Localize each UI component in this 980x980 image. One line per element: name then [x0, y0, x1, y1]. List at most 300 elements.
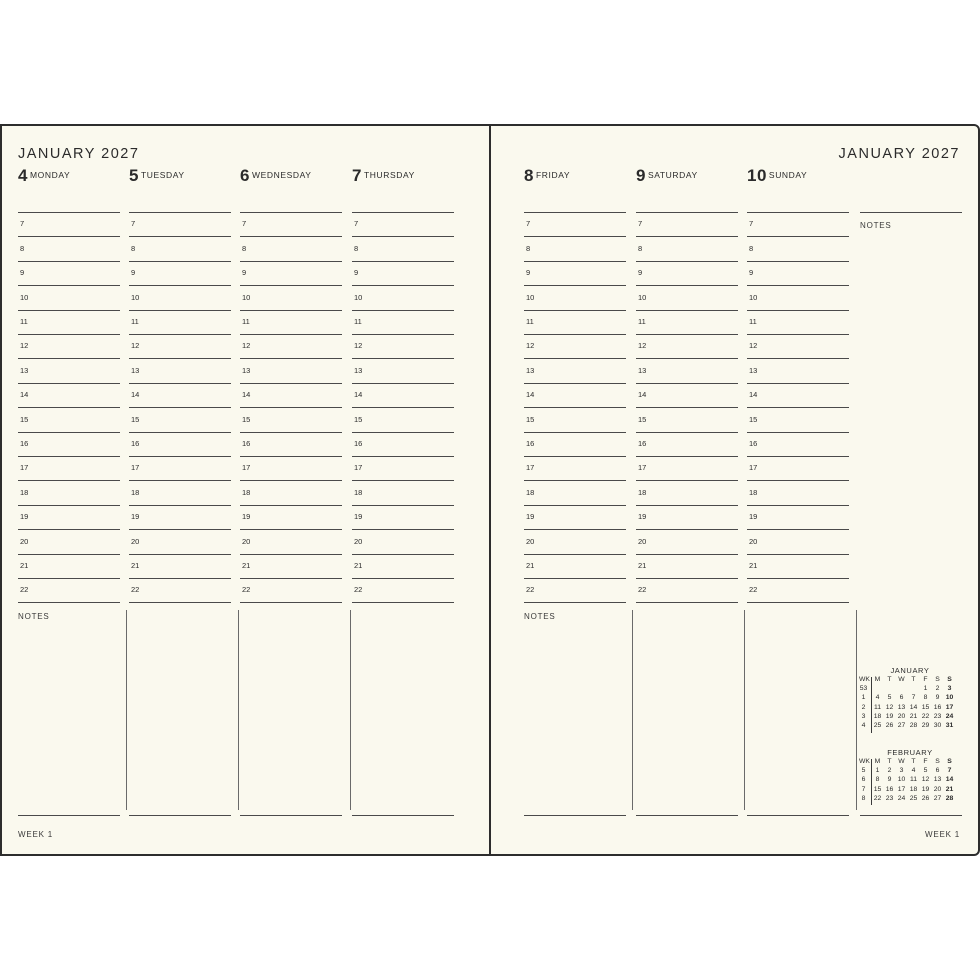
mini-calendar-day: 28	[945, 794, 954, 802]
hour-slot[interactable]	[18, 236, 120, 237]
mini-calendar-day: 4	[911, 767, 916, 774]
hour-label: 19	[131, 512, 140, 522]
mini-calendar-day: 14	[909, 703, 918, 711]
hour-label: 18	[749, 487, 758, 497]
hour-label: 15	[131, 414, 140, 424]
day-top-rule	[129, 212, 231, 213]
mini-calendar-day: 6	[899, 694, 904, 702]
hour-label: 18	[131, 487, 140, 497]
hour-label: 12	[20, 341, 29, 351]
hour-label: 7	[749, 219, 754, 229]
day-number: 7	[352, 166, 362, 185]
mini-calendar-day: 3	[947, 685, 952, 692]
day-bottom-rule	[747, 815, 849, 816]
hour-label: 19	[354, 512, 363, 522]
side-notes-bottom-rule	[860, 815, 962, 816]
hour-slot[interactable]	[129, 310, 231, 311]
hour-slot[interactable]	[747, 310, 849, 311]
hour-label: 7	[354, 219, 359, 229]
mini-calendar-header: S	[935, 758, 940, 765]
day-number: 4	[18, 166, 28, 185]
mini-calendar-header: M	[874, 758, 881, 765]
hour-label: 12	[749, 341, 758, 351]
hour-slot[interactable]	[747, 383, 849, 384]
hour-label: 14	[131, 390, 140, 400]
hour-label: 10	[638, 292, 647, 302]
hour-label: 10	[242, 292, 251, 302]
mini-calendar-day: 14	[945, 776, 954, 784]
hour-slot[interactable]	[240, 236, 342, 237]
mini-calendar-header: T	[911, 758, 916, 765]
week-number: 5	[861, 767, 866, 774]
hour-slot[interactable]	[352, 602, 454, 603]
hour-label: 16	[354, 439, 363, 448]
hour-slot[interactable]	[18, 285, 120, 286]
hour-slot[interactable]	[240, 383, 342, 384]
hour-slot[interactable]	[18, 261, 120, 262]
right-week-label: WEEK 1	[924, 830, 960, 839]
hour-slot[interactable]	[240, 432, 342, 433]
mini-calendar-header: T	[887, 676, 892, 683]
day-name: SATURDAY	[647, 170, 698, 180]
hour-slot[interactable]	[18, 358, 120, 359]
day-number: 5	[129, 166, 139, 185]
week-number: 1	[861, 694, 866, 702]
left-notes-label: NOTES	[18, 612, 50, 621]
hour-slot[interactable]	[524, 407, 626, 408]
hour-slot[interactable]	[636, 480, 738, 481]
hour-label: 13	[242, 365, 251, 375]
mini-calendar-day: 11	[873, 703, 882, 711]
hour-slot[interactable]	[240, 358, 342, 359]
hour-label: 9	[242, 268, 247, 278]
hour-slot[interactable]	[352, 505, 454, 506]
mini-calendar-day: 16	[885, 785, 894, 793]
hour-slot[interactable]	[636, 432, 738, 433]
mini-calendar-day: 8	[875, 776, 880, 784]
mini-calendar-day: 31	[945, 722, 954, 730]
hour-label: 13	[526, 365, 535, 375]
hour-slot[interactable]	[524, 432, 626, 433]
hour-label: 12	[638, 341, 647, 351]
hour-slot[interactable]	[636, 334, 738, 335]
hour-slot[interactable]	[18, 432, 120, 433]
hour-slot[interactable]	[352, 554, 454, 555]
day-number: 6	[240, 166, 250, 185]
hour-label: 19	[242, 512, 251, 522]
mini-calendar-header: F	[923, 758, 928, 765]
mini-calendar-header: WK	[859, 758, 870, 765]
hour-label: 21	[131, 561, 140, 570]
hour-slot[interactable]	[240, 578, 342, 579]
hour-label: 19	[749, 512, 758, 522]
hour-label: 20	[131, 536, 140, 546]
hour-label: 17	[242, 463, 251, 473]
hour-label: 11	[638, 317, 646, 326]
spine-divider	[489, 126, 491, 854]
hour-slot[interactable]	[18, 383, 120, 384]
right-month-title: JANUARY 2027	[838, 146, 960, 162]
hour-slot[interactable]	[352, 407, 454, 408]
mini-calendar-day: 1	[875, 767, 880, 774]
mini-calendar-day: 22	[873, 794, 882, 802]
day-number: 9	[636, 166, 646, 185]
mini-calendar-day: 8	[923, 694, 928, 702]
mini-calendar-day: 28	[909, 722, 918, 730]
hour-slot[interactable]	[524, 261, 626, 262]
hour-label: 18	[354, 487, 363, 497]
mini-calendar-header: S	[947, 758, 952, 765]
right-day-header-1	[636, 167, 698, 185]
hour-label: 21	[638, 561, 647, 570]
hour-slot[interactable]	[18, 554, 120, 555]
hour-label: 15	[242, 414, 251, 424]
hour-label: 9	[638, 268, 643, 278]
week-number: 8	[861, 794, 866, 802]
hour-slot[interactable]	[240, 261, 342, 262]
day-name: WEDNESDAY	[251, 170, 312, 180]
mini-calendar-day: 27	[933, 794, 942, 802]
hour-label: 8	[749, 243, 754, 253]
hour-slot[interactable]	[524, 310, 626, 311]
hour-label: 16	[20, 439, 29, 448]
hour-slot[interactable]	[18, 310, 120, 311]
left-day-header-2	[240, 167, 312, 185]
hour-label: 12	[131, 341, 140, 351]
hour-slot[interactable]	[747, 480, 849, 481]
mini-calendar-day: 5	[923, 767, 928, 774]
hour-label: 17	[526, 463, 535, 473]
hour-label: 10	[20, 292, 29, 302]
hour-label: 18	[20, 487, 29, 497]
hour-slot[interactable]	[636, 407, 738, 408]
mini-calendar-day: 30	[933, 722, 942, 730]
hour-label: 8	[354, 243, 359, 253]
hour-label: 9	[131, 268, 136, 278]
hour-slot[interactable]	[352, 310, 454, 311]
hour-slot[interactable]	[129, 285, 231, 286]
hour-slot[interactable]	[636, 602, 738, 603]
hour-slot[interactable]	[524, 578, 626, 579]
mini-calendar-day: 9	[887, 776, 892, 784]
hour-label: 22	[749, 585, 758, 595]
mini-calendar-day: 9	[935, 694, 940, 702]
hour-label: 9	[20, 268, 25, 278]
hour-slot[interactable]	[352, 358, 454, 359]
day-top-rule	[524, 212, 626, 213]
hour-slot[interactable]	[18, 334, 120, 335]
hour-slot[interactable]	[524, 285, 626, 286]
hour-label: 18	[638, 487, 647, 497]
hour-slot[interactable]	[18, 407, 120, 408]
notes-divider	[238, 610, 239, 810]
mini-calendar-header: T	[911, 676, 916, 683]
hour-slot[interactable]	[352, 236, 454, 237]
mini-calendar-day: 24	[897, 794, 906, 802]
day-bottom-rule	[524, 815, 626, 816]
week-number: 53	[859, 685, 868, 692]
hour-slot[interactable]	[352, 480, 454, 481]
hour-label: 16	[749, 439, 758, 448]
hour-slot[interactable]	[240, 602, 342, 603]
hour-slot[interactable]	[636, 383, 738, 384]
week-number: 6	[861, 776, 866, 784]
hour-slot[interactable]	[18, 529, 120, 530]
hour-label: 14	[749, 390, 758, 400]
day-bottom-rule	[18, 815, 120, 816]
hour-label: 10	[354, 292, 363, 302]
left-week-label: WEEK 1	[18, 830, 54, 839]
hour-slot[interactable]	[240, 334, 342, 335]
hour-slot[interactable]	[18, 505, 120, 506]
mini-calendar-header: W	[898, 676, 905, 683]
notes-divider	[632, 610, 633, 810]
hour-label: 12	[526, 341, 535, 351]
hour-slot[interactable]	[524, 505, 626, 506]
hour-slot[interactable]	[129, 480, 231, 481]
hour-slot[interactable]	[18, 480, 120, 481]
side-notes-label: NOTES	[860, 221, 892, 230]
day-number: 10	[747, 166, 767, 185]
hour-label: 7	[20, 219, 25, 229]
hour-slot[interactable]	[524, 334, 626, 335]
hour-label: 14	[242, 390, 251, 400]
mini-calendar-day: 24	[945, 712, 954, 720]
hour-slot[interactable]	[636, 529, 738, 530]
mini-calendar-day: 21	[909, 712, 918, 720]
hour-slot[interactable]	[747, 529, 849, 530]
mini-calendar-day: 18	[909, 785, 918, 793]
mini-calendar-day: 17	[945, 703, 954, 711]
hour-label: 11	[526, 317, 534, 326]
right-day-header-0	[524, 167, 570, 185]
mini-calendar-day: 7	[911, 694, 916, 702]
hour-label: 20	[526, 536, 535, 546]
hour-label: 13	[749, 365, 758, 375]
hour-slot[interactable]	[636, 578, 738, 579]
day-top-rule	[352, 212, 454, 213]
hour-slot[interactable]	[524, 529, 626, 530]
hour-label: 20	[242, 536, 251, 546]
hour-slot[interactable]	[747, 505, 849, 506]
hour-label: 16	[638, 439, 647, 448]
hour-label: 17	[354, 463, 363, 473]
hour-slot[interactable]	[352, 432, 454, 433]
hour-slot[interactable]	[18, 578, 120, 579]
day-top-rule	[240, 212, 342, 213]
left-day-header-3	[352, 167, 415, 185]
hour-label: 22	[638, 585, 647, 595]
hour-label: 19	[638, 512, 647, 522]
day-name: THURSDAY	[363, 170, 415, 180]
day-bottom-rule	[636, 815, 738, 816]
right-day-header-2	[747, 167, 807, 185]
hour-slot[interactable]	[747, 358, 849, 359]
hour-slot[interactable]	[129, 554, 231, 555]
planner-spread	[0, 124, 980, 856]
mini-calendar-day: 25	[873, 722, 882, 730]
hour-label: 20	[749, 536, 758, 546]
hour-label: 21	[749, 561, 758, 570]
hour-slot[interactable]	[352, 285, 454, 286]
hour-slot[interactable]	[129, 505, 231, 506]
hour-label: 22	[354, 585, 363, 595]
hour-label: 21	[526, 561, 535, 570]
hour-slot[interactable]	[240, 310, 342, 311]
hour-label: 22	[242, 585, 251, 595]
hour-slot[interactable]	[747, 407, 849, 408]
hour-slot[interactable]	[129, 358, 231, 359]
mini-calendar-header: S	[947, 676, 952, 683]
hour-slot[interactable]	[240, 456, 342, 457]
hour-slot[interactable]	[636, 310, 738, 311]
hour-slot[interactable]	[240, 480, 342, 481]
hour-slot[interactable]	[747, 285, 849, 286]
mini-calendar-day: 4	[875, 694, 880, 702]
mini-calendar-header: S	[935, 676, 940, 683]
mini-calendar-day: 13	[897, 703, 906, 711]
mini-calendar-day: 23	[933, 712, 942, 720]
mini-calendar-day: 17	[897, 785, 906, 793]
hour-label: 19	[526, 512, 535, 522]
hour-label: 13	[638, 365, 647, 375]
hour-slot[interactable]	[524, 358, 626, 359]
week-number: 2	[861, 703, 866, 711]
hour-label: 11	[354, 317, 362, 326]
hour-slot[interactable]	[636, 505, 738, 506]
mini-calendar-week-separator	[871, 759, 872, 805]
hour-label: 13	[131, 365, 140, 375]
week-number: 4	[861, 722, 866, 730]
mini-calendar-day: 18	[873, 712, 882, 720]
hour-slot[interactable]	[129, 529, 231, 530]
hour-slot[interactable]	[747, 334, 849, 335]
hour-label: 10	[526, 292, 535, 302]
day-bottom-rule	[352, 815, 454, 816]
hour-slot[interactable]	[129, 261, 231, 262]
hour-slot[interactable]	[240, 407, 342, 408]
hour-slot[interactable]	[636, 261, 738, 262]
left-day-header-1	[129, 167, 185, 185]
mini-calendar-day: 15	[921, 703, 930, 711]
hour-slot[interactable]	[129, 432, 231, 433]
hour-label: 13	[20, 365, 29, 375]
hour-slot[interactable]	[747, 578, 849, 579]
hour-label: 8	[131, 243, 136, 253]
day-name: SUNDAY	[768, 170, 808, 180]
day-number: 8	[524, 166, 534, 185]
hour-slot[interactable]	[129, 383, 231, 384]
hour-slot[interactable]	[524, 456, 626, 457]
hour-slot[interactable]	[524, 480, 626, 481]
hour-slot[interactable]	[352, 261, 454, 262]
hour-slot[interactable]	[747, 236, 849, 237]
hour-slot[interactable]	[129, 407, 231, 408]
hour-slot[interactable]	[747, 432, 849, 433]
mini-calendar-day: 1	[923, 685, 928, 692]
mini-calendar-day: 19	[921, 785, 930, 793]
hour-slot[interactable]	[636, 554, 738, 555]
hour-label: 17	[638, 463, 647, 473]
mini-calendar-day: 25	[909, 794, 918, 802]
hour-slot[interactable]	[129, 578, 231, 579]
mini-calendar-day: 11	[909, 776, 918, 784]
hour-label: 21	[242, 561, 251, 570]
hour-slot[interactable]	[240, 285, 342, 286]
hour-label: 11	[242, 317, 250, 326]
hour-slot[interactable]	[129, 334, 231, 335]
hour-label: 15	[20, 414, 29, 424]
hour-label: 22	[131, 585, 140, 595]
hour-slot[interactable]	[352, 578, 454, 579]
hour-slot[interactable]	[747, 554, 849, 555]
hour-label: 16	[131, 439, 140, 448]
hour-slot[interactable]	[129, 456, 231, 457]
hour-slot[interactable]	[129, 602, 231, 603]
mini-calendar-title: JANUARY	[890, 666, 930, 675]
mini-calendar-day: 13	[933, 776, 942, 784]
mini-calendar-header: WK	[859, 676, 870, 683]
hour-slot[interactable]	[352, 529, 454, 530]
hour-slot[interactable]	[636, 236, 738, 237]
hour-label: 7	[131, 219, 136, 229]
hour-label: 19	[20, 512, 29, 522]
mini-calendar-day: 7	[947, 767, 952, 774]
hour-slot[interactable]	[18, 456, 120, 457]
mini-calendar-day: 16	[933, 703, 942, 711]
hour-slot[interactable]	[18, 602, 120, 603]
hour-label: 10	[749, 292, 758, 302]
hour-label: 22	[526, 585, 535, 595]
hour-slot[interactable]	[240, 505, 342, 506]
hour-slot[interactable]	[747, 261, 849, 262]
hour-slot[interactable]	[240, 529, 342, 530]
hour-label: 8	[20, 243, 25, 253]
hour-label: 14	[526, 390, 535, 400]
hour-label: 11	[131, 317, 139, 326]
hour-slot[interactable]	[524, 383, 626, 384]
hour-label: 18	[526, 487, 535, 497]
mini-calendar-day: 15	[873, 785, 882, 793]
hour-slot[interactable]	[240, 554, 342, 555]
hour-label: 16	[526, 439, 535, 448]
hour-label: 21	[354, 561, 363, 570]
hour-slot[interactable]	[129, 236, 231, 237]
hour-slot[interactable]	[636, 358, 738, 359]
hour-slot[interactable]	[747, 602, 849, 603]
hour-slot[interactable]	[352, 456, 454, 457]
mini-calendar-day: 2	[887, 767, 892, 774]
day-bottom-rule	[129, 815, 231, 816]
mini-calendar-day: 29	[921, 722, 930, 730]
hour-slot[interactable]	[524, 236, 626, 237]
hour-label: 7	[526, 219, 531, 229]
mini-calendar-title: FEBRUARY	[887, 748, 933, 757]
hour-label: 8	[526, 243, 531, 253]
hour-label: 20	[638, 536, 647, 546]
day-name: TUESDAY	[140, 170, 185, 180]
hour-slot[interactable]	[524, 554, 626, 555]
hour-slot[interactable]	[747, 456, 849, 457]
hour-slot[interactable]	[636, 456, 738, 457]
hour-slot[interactable]	[524, 602, 626, 603]
hour-label: 15	[638, 414, 647, 424]
mini-calendar-day: 20	[933, 785, 942, 793]
hour-label: 12	[354, 341, 363, 351]
hour-slot[interactable]	[636, 285, 738, 286]
hour-slot[interactable]	[352, 334, 454, 335]
hour-slot[interactable]	[352, 383, 454, 384]
